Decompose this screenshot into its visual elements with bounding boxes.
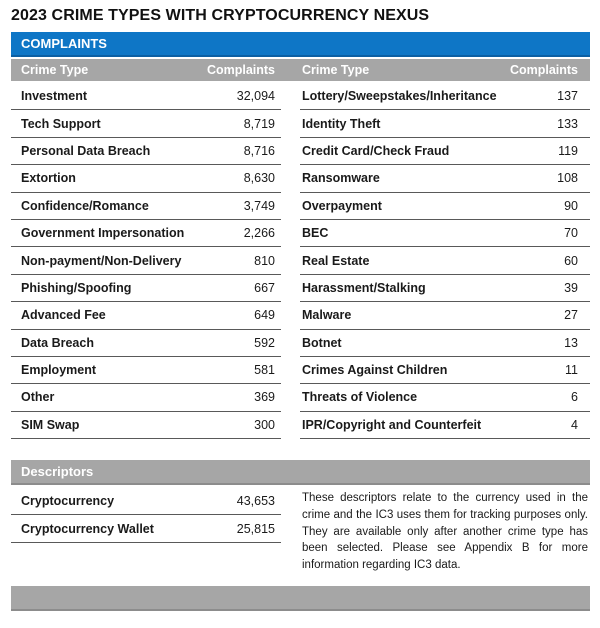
table-row <box>300 138 590 165</box>
table-row <box>300 384 590 411</box>
complaints-count-cell: 43,653 <box>236 493 275 508</box>
table-row <box>300 220 590 247</box>
crime-type-cell: Government Impersonation <box>21 226 185 241</box>
complaints-count-cell: 369 <box>254 390 275 405</box>
crime-type-cell: Investment <box>21 89 87 104</box>
table-row <box>300 83 590 110</box>
crime-type-cell: Advanced Fee <box>21 308 106 323</box>
table-row <box>11 357 281 384</box>
complaints-count-cell: 810 <box>254 253 275 268</box>
table-row <box>11 165 281 192</box>
complaints-count-cell: 649 <box>254 308 275 323</box>
descriptors-section <box>11 487 590 574</box>
complaints-count-cell: 581 <box>254 363 275 378</box>
complaints-section-header: COMPLAINTS <box>11 32 590 57</box>
crime-table-left-group <box>11 83 281 439</box>
page-title: 2023 CRIME TYPES WITH CRYPTOCURRENCY NEXUS <box>11 7 430 24</box>
table-row <box>11 193 281 220</box>
crime-type-cell: Real Estate <box>302 253 370 268</box>
complaints-count-cell: 133 <box>557 116 578 131</box>
crime-type-cell: Data Breach <box>21 335 94 350</box>
crime-type-cell: SIM Swap <box>21 417 80 432</box>
crime-type-cell: Confidence/Romance <box>21 198 149 213</box>
complaints-count-cell: 108 <box>557 171 578 186</box>
complaints-count-cell: 8,630 <box>243 171 275 186</box>
crime-type-cell: Personal Data Breach <box>21 143 151 158</box>
crime-type-cell: Credit Card/Check Fraud <box>302 143 450 158</box>
complaints-count-cell: 137 <box>557 89 578 104</box>
crime-type-cell: Employment <box>21 363 97 378</box>
column-header-right-group <box>300 63 590 77</box>
crime-type-cell: BEC <box>302 226 329 241</box>
crime-type-cell: Non-payment/Non-Delivery <box>21 253 182 268</box>
complaints-count-cell: 8,716 <box>243 143 275 158</box>
table-row <box>11 138 281 165</box>
complaints-count-cell: 25,815 <box>236 521 275 536</box>
descriptors-note: These descriptors relate to the currency used in the crime and the IC3 uses them for tracking purposes only. They are available only after another crime type has been selected. Please see Appendix B for more information regarding IC3 data. <box>302 492 588 572</box>
complaints-count-cell: 8,719 <box>243 116 275 131</box>
crime-type-cell: Lottery/Sweepstakes/Inheritance <box>302 89 497 104</box>
table-row <box>300 110 590 137</box>
descriptors-table <box>11 487 281 574</box>
crime-type-cell: Harassment/Stalking <box>302 280 426 295</box>
column-header-crime-type-left: Crime Type <box>21 63 89 77</box>
complaints-count-cell: 300 <box>254 417 275 432</box>
column-header-complaints-right: Complaints <box>509 63 578 77</box>
table-row <box>11 83 281 110</box>
column-header-crime-type-right: Crime Type <box>302 63 370 77</box>
crime-type-cell: Malware <box>302 308 352 323</box>
crime-type-cell: Crimes Against Children <box>302 363 448 378</box>
table-row <box>11 487 281 515</box>
complaints-count-cell: 11 <box>565 363 578 378</box>
table-row <box>11 110 281 137</box>
column-header-complaints-left: Complaints <box>206 63 275 77</box>
crime-type-cell: Tech Support <box>21 116 101 131</box>
complaints-count-cell: 592 <box>254 335 275 350</box>
crime-type-cell: IPR/Copyright and Counterfeit <box>302 417 482 432</box>
table-row <box>11 515 281 543</box>
complaints-count-cell: 32,094 <box>236 89 275 104</box>
column-header-row <box>11 59 590 81</box>
complaints-count-cell: 3,749 <box>243 198 275 213</box>
complaints-count-cell: 90 <box>564 198 578 213</box>
complaints-count-cell: 60 <box>564 253 578 268</box>
table-row <box>300 275 590 302</box>
table-row <box>11 220 281 247</box>
crime-type-cell: Identity Theft <box>302 116 381 131</box>
complaints-count-cell: 119 <box>558 143 578 158</box>
complaints-table <box>11 32 590 611</box>
crime-type-cell: Phishing/Spoofing <box>21 280 132 295</box>
table-row <box>300 247 590 274</box>
table-row <box>11 302 281 329</box>
descriptor-cell: Cryptocurrency Wallet <box>21 521 154 536</box>
descriptors-section-header: Descriptors <box>11 460 590 485</box>
complaints-count-cell: 70 <box>564 226 578 241</box>
table-row <box>11 412 281 439</box>
crime-type-cell: Threats of Violence <box>302 390 418 405</box>
table-row <box>300 165 590 192</box>
table-row <box>300 330 590 357</box>
complaints-count-cell: 27 <box>564 308 578 323</box>
table-row <box>300 302 590 329</box>
table-row <box>300 193 590 220</box>
column-header-left-group <box>11 63 281 77</box>
complaints-count-cell: 2,266 <box>243 226 275 241</box>
table-row <box>11 275 281 302</box>
crime-type-cell: Other <box>21 390 55 405</box>
crime-type-cell: Botnet <box>302 335 342 350</box>
table-row <box>300 412 590 439</box>
complaints-count-cell: 39 <box>564 280 578 295</box>
complaints-count-cell: 667 <box>254 280 275 295</box>
complaints-count-cell: 4 <box>571 417 578 432</box>
table-footer-bar <box>11 586 590 611</box>
table-row <box>11 247 281 274</box>
crime-table-right-group <box>300 83 590 439</box>
table-row <box>11 330 281 357</box>
table-row <box>11 384 281 411</box>
complaints-count-cell: 13 <box>564 335 578 350</box>
table-row <box>300 357 590 384</box>
crime-type-cell: Extortion <box>21 171 76 186</box>
descriptor-cell: Cryptocurrency <box>21 493 115 508</box>
crime-type-cell: Ransomware <box>302 171 380 186</box>
crime-type-cell: Overpayment <box>302 198 382 213</box>
complaints-table-body <box>11 83 590 439</box>
complaints-count-cell: 6 <box>571 390 578 405</box>
